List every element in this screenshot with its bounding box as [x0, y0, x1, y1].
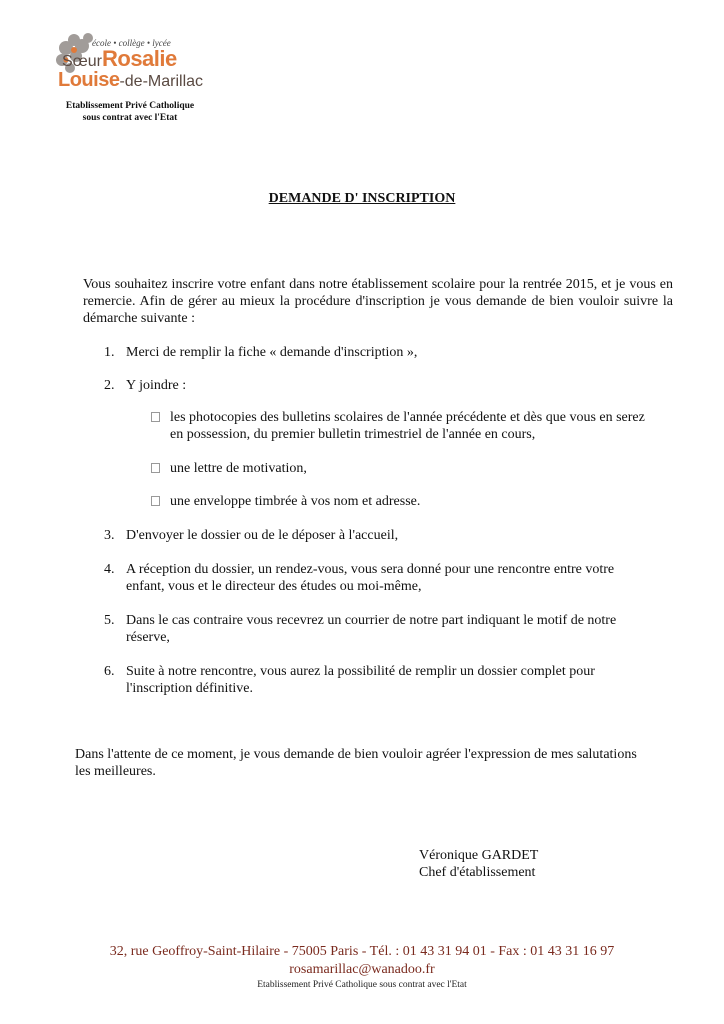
step-number: 5. — [104, 613, 115, 628]
step-number: 4. — [104, 562, 115, 577]
step-text: réserve, — [126, 630, 170, 645]
step-text: Merci de remplir la fiche « demande d'inscription », — [126, 345, 418, 360]
logo-word-soeur: Sœur — [62, 53, 102, 70]
step-text: Dans le cas contraire vous recevrez un courrier de notre part indiquant le motif de notre — [126, 613, 617, 628]
header-line-1: Etablissement Privé Catholique — [65, 101, 195, 111]
logo-word-louise: Louise — [58, 69, 120, 91]
step-number: 6. — [104, 664, 115, 679]
footer-email[interactable]: rosamarillac@wanadoo.fr — [289, 962, 435, 977]
closing-line: Dans l'attente de ce moment, je vous demande de bien vouloir agréer l'expression de mes salutations — [75, 747, 637, 762]
signature-name: Véronique GARDET — [419, 848, 539, 863]
attachment-line: une enveloppe timbrée à vos nom et adresse. — [170, 494, 421, 509]
checkbox-bullet-icon — [151, 496, 160, 506]
step-text: l'inscription définitive. — [126, 681, 253, 696]
step-number: 3. — [104, 528, 115, 543]
footer-legal: Etablissement Privé Catholique sous contrat avec l'Etat — [257, 980, 467, 990]
step-text: enfant, vous et le directeur des études ou moi-même, — [126, 579, 422, 594]
logo-line-2 — [58, 70, 203, 90]
header-line-2: sous contrat avec l'Etat — [82, 113, 178, 123]
checkbox-bullet-icon — [151, 412, 160, 422]
checkbox-bullet-icon — [151, 463, 160, 473]
logo-word-demarillac: -de-Marillac — [119, 73, 204, 90]
step-text: D'envoyer le dossier ou de le déposer à l'accueil, — [126, 528, 399, 543]
step-number: 2. — [104, 378, 115, 393]
step-text: Y joindre : — [126, 378, 187, 393]
document-title — [0, 191, 724, 207]
logo-word-rosalie: Rosalie — [102, 46, 177, 71]
closing-line: les meilleures. — [75, 764, 156, 779]
step-number: 1. — [104, 345, 115, 360]
school-logo — [52, 30, 202, 100]
header-subtitle — [50, 100, 210, 124]
attachment-line: une lettre de motivation, — [170, 461, 307, 476]
logo-tagline: école • collège • lycée — [92, 38, 171, 48]
step-text: Suite à notre rencontre, vous aurez la possibilité de remplir un dossier complet pour — [126, 664, 595, 679]
step-text: A réception du dossier, un rendez-vous, vous sera donné pour une rencontre entre votre — [126, 562, 615, 577]
intro-paragraph: Vous souhaitez inscrire votre enfant dans notre établissement scolaire pour la rentrée 2015, et je vous en remercie. Afin de gérer au mieux la procédure d'inscription je vous demande de bien vouloir suivre la démarche suivante : — [83, 277, 673, 326]
document-title-text: DEMANDE D' INSCRIPTION — [268, 191, 456, 206]
attachment-line: les photocopies des bulletins scolaires de l'année précédente et dès que vous en serez — [170, 410, 645, 425]
attachment-line: en possession, du premier bulletin trimestriel de l'année en cours, — [170, 427, 536, 442]
logo-line-1 — [62, 48, 177, 70]
signature-role: Chef d'établissement — [419, 865, 536, 880]
footer-address: 32, rue Geoffroy-Saint-Hilaire - 75005 Paris - Tél. : 01 43 31 94 01 - Fax : 01 43 31 16 97 — [109, 944, 615, 959]
